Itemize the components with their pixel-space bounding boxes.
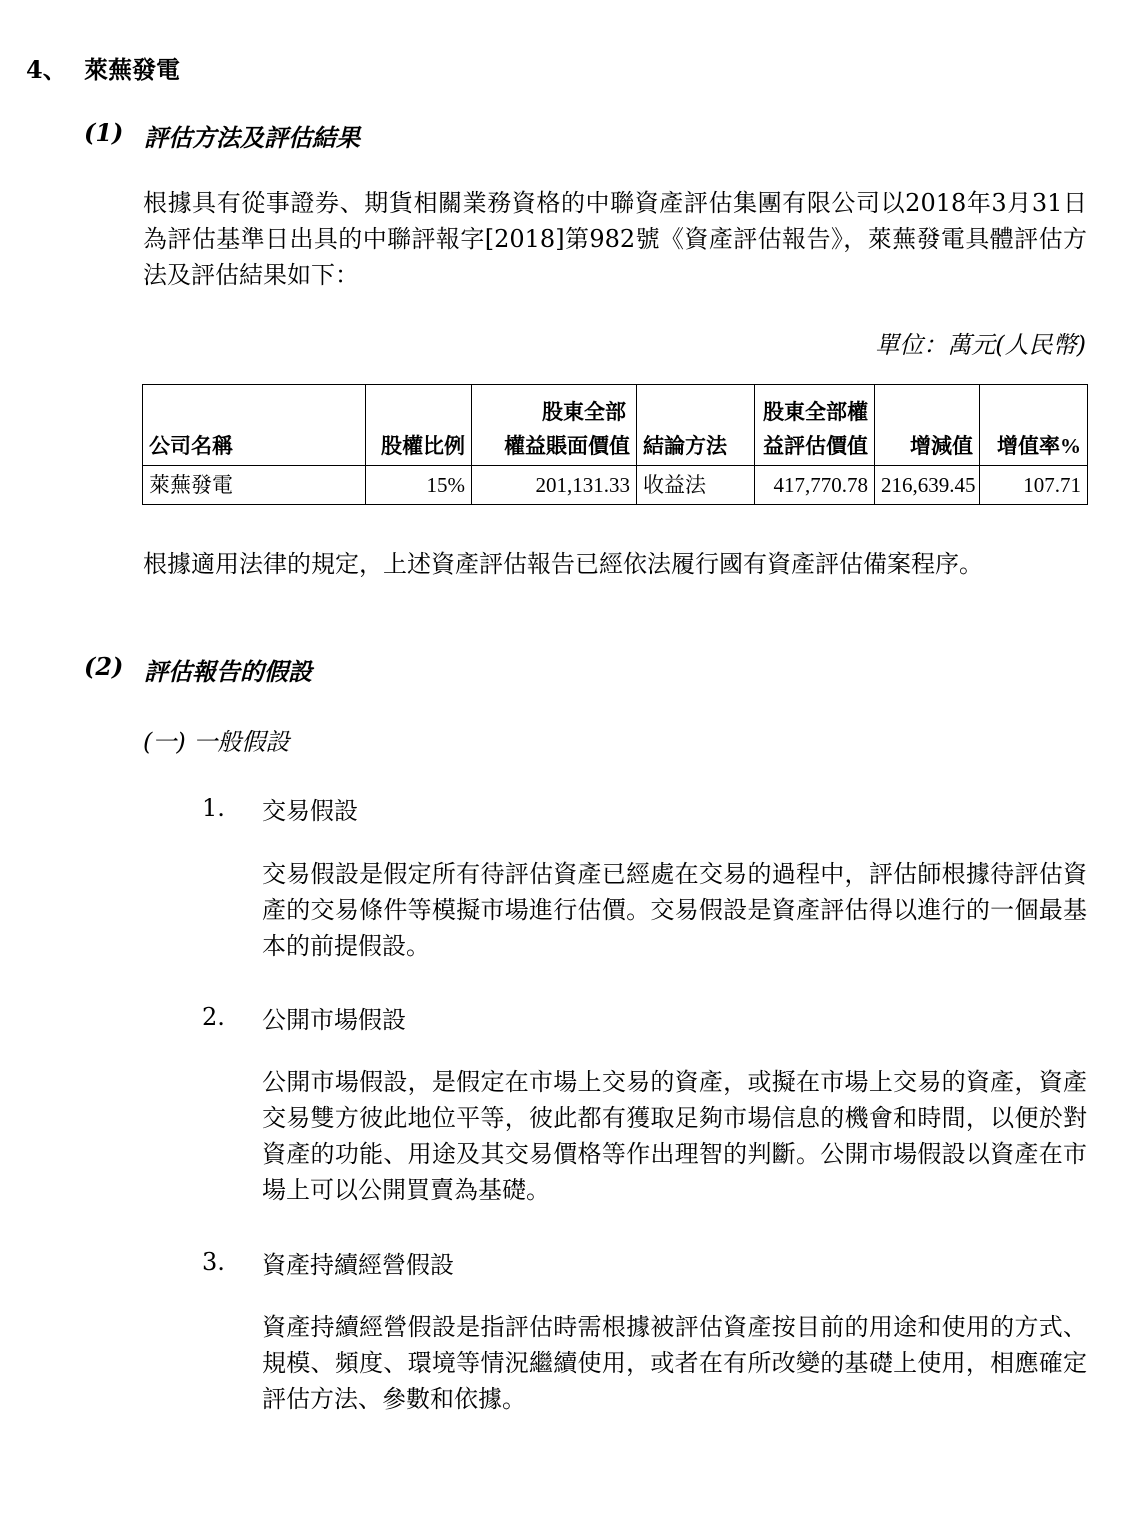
header-change: 增減值 — [875, 385, 980, 466]
filing-note-paragraph: 根據適用法律的規定，上述資產評估報告已經依法履行國有資產評估備案程序。 — [143, 550, 983, 578]
cell-company: 萊蕪發電 — [143, 466, 366, 505]
section-title: 萊蕪發電 — [84, 55, 180, 84]
cell-method: 收益法 — [637, 466, 755, 505]
header-equity-ratio: 股權比例 — [366, 385, 472, 466]
general-assumptions-heading: (一) 一般假設 — [143, 728, 290, 756]
header-appraised-line2: 益評估價值 — [763, 434, 868, 458]
assumption-2-body: 公開市場假設，是假定在市場上交易的資產，或擬在市場上交易的資產，資產交易雙方彼此地位平等，彼此都有獲取足夠市場信息的機會和時間，以便於對資產的功能、用途及其交易價格等作出理智的判斷。公開市場假設以資產在市場上可以公開買賣為基礎。 — [262, 1068, 1087, 1204]
assumption-3-title: 資產持續經營假設 — [262, 1251, 454, 1279]
valuation-table — [142, 384, 1088, 505]
section-number: 4、 — [26, 55, 67, 84]
cell-change: 216,639.45 — [875, 466, 980, 505]
subsection-1-number: (1) — [84, 118, 124, 147]
subsection-2-title: 評估報告的假設 — [144, 657, 312, 686]
assumption-3-body: 資產持續經營假設是指評估時需根據被評估資產按目前的用途和使用的方式、規模、頻度、環境等情況繼續使用，或者在有所改變的基礎上使用，相應確定評估方法、參數和依據。 — [262, 1313, 1087, 1413]
subsection-1-title: 評估方法及評估結果 — [144, 123, 360, 152]
header-book-value — [472, 385, 637, 466]
subsection-2-number: (2) — [84, 652, 124, 681]
assumption-1-title: 交易假設 — [262, 797, 358, 825]
header-appraised-value — [755, 385, 875, 466]
unit-label: 單位：萬元(人民幣) — [875, 331, 1086, 359]
table-row — [143, 466, 1088, 505]
valuation-intro-paragraph: 根據具有從事證券、期貨相關業務資格的中聯資產評估集團有限公司以2018年3月31日為評估基準日出具的中聯評報字[2018]第982號《資產評估報告》，萊蕪發電具體評估方法及評估結果如下： — [143, 189, 1087, 289]
header-method: 結論方法 — [637, 385, 755, 466]
header-book-value-line2: 權益賬面價值 — [504, 434, 630, 458]
cell-appraised-value: 417,770.78 — [755, 466, 875, 505]
assumption-2-title: 公開市場假設 — [262, 1006, 406, 1034]
assumption-2-number: 2. — [202, 1003, 225, 1031]
cell-rate: 107.71 — [980, 466, 1088, 505]
header-book-value-line1: 股東全部 — [542, 400, 626, 424]
table-header-row — [143, 385, 1088, 466]
assumption-3-number: 3. — [202, 1248, 225, 1276]
header-rate: 增值率% — [980, 385, 1088, 466]
header-appraised-line1: 股東全部權 — [763, 400, 868, 424]
cell-equity-ratio: 15% — [366, 466, 472, 505]
header-company: 公司名稱 — [143, 385, 366, 466]
assumption-1-number: 1. — [202, 794, 225, 822]
assumption-1-body: 交易假設是假定所有待評估資產已經處在交易的過程中，評估師根據待評估資產的交易條件等模擬市場進行估價。交易假設是資產評估得以進行的一個最基本的前提假設。 — [262, 860, 1087, 960]
cell-book-value: 201,131.33 — [472, 466, 637, 505]
